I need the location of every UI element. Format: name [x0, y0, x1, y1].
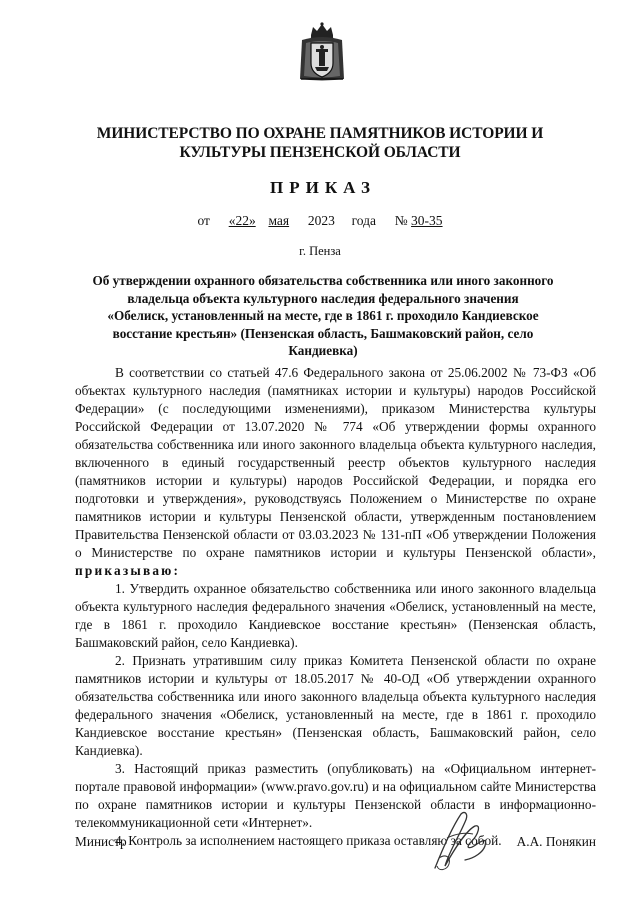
date-and-number-line [0, 213, 640, 229]
ministry-line-2: КУЛЬТУРЫ ПЕНЗЕНСКОЙ ОБЛАСТИ [179, 144, 461, 161]
signer-name: А.А. Понякин [516, 834, 596, 849]
date-day: «22» [228, 213, 256, 228]
subject-line-4: восстание крестьян» (Пензенская область, Башмаковский район, село [112, 325, 534, 341]
signature-icon [425, 808, 495, 876]
date-from-label: от [197, 213, 210, 228]
document-subject [80, 272, 566, 360]
signature-block [75, 834, 596, 854]
document-body [75, 364, 596, 850]
ministry-name [60, 124, 580, 162]
city-label: г. Пенза [299, 244, 341, 258]
document-number: 30-35 [411, 213, 443, 228]
order-item-1: 1. Утвердить охранное обязательство собственника или иного законного владельца объекта культурного наследия федерального значения «Обелиск, установленный на месте, где в 1861 г. проходило Кандиевское восстание крестьян» (Пензенская область, Башмаковский район, село Кандиевка). [75, 581, 596, 650]
subject-line-2: владельца объекта культурного наследия федерального значения [127, 290, 519, 306]
order-item-2: 2. Признать утратившим силу приказ Комитета Пензенской области по охране памятников истории и культуры от 18.05.2017 № 40-ОД «Об утверждении охранного обязательства собственника или иного законного владельца объекта культурного наследия федерального значения «Обелиск, установленный на месте, где в 1861 г. проходило Кандиевское восстание крестьян» (Пензенская область, Башмаковский район, село Кандиевка). [75, 653, 596, 758]
order-item-3: 3. Настоящий приказ разместить (опубликовать) на «Официальном интернет-портале правовой информации» (www.pravo.gov.ru) и на официальном сайте Министерства по охране памятников истории и культуры Пензенской области в информационно-телекоммуникационной сети «Интернет». [75, 761, 596, 830]
preamble-paragraph [75, 364, 596, 580]
subject-line-3: «Обелиск, установленный на месте, где в 1861 г. проходило Кандиевское [107, 308, 539, 324]
order-word: приказываю: [75, 563, 181, 578]
subject-line-5: Кандиевка) [288, 343, 358, 359]
coat-of-arms-icon [297, 21, 347, 83]
subject-line-1: Об утверждении охранного обязательства собственника или иного законного [92, 273, 554, 288]
preamble-text: В соответствии со статьей 47.6 Федерального закона от 25.06.2002 № 73-ФЗ «Об объектах культурного наследия (памятниках истории и культуры) народов Российской Федерации» (с последующими изменениями), приказом Министерства культуры Российской Федерации от 13.07.2020 № 774 «Об утверждении формы охранного обязательства собственника или иного законного владельца объекта культурного наследия, включенного в единый государственный реестр объектов культурного наследия (памятников истории и культуры) народов Российской Федерации, и порядка его подготовки и утверждения», руководствуясь Положением о Министерстве по охране памятников истории и культуры Пензенской области, утвержденным постановлением Правительства Пензенской области от 03.03.2023 № 131-пП «Об утверждении Положения о Министерстве по охране памятников истории и культуры Пензенской области», [75, 365, 596, 560]
date-month: мая [268, 213, 290, 228]
document-type-title: ПРИКАЗ [270, 178, 376, 197]
number-sign: № [394, 213, 408, 228]
ministry-line-1: МИНИСТЕРСТВО ПО ОХРАНЕ ПАМЯТНИКОВ ИСТОРИИ И [96, 125, 544, 142]
signer-position: Министр [75, 834, 127, 849]
order-item-4: 4. Контроль за исполнением настоящего приказа оставляю за собой. [115, 833, 502, 848]
date-year-word: года [351, 213, 377, 228]
date-year: 2023 [307, 213, 335, 228]
